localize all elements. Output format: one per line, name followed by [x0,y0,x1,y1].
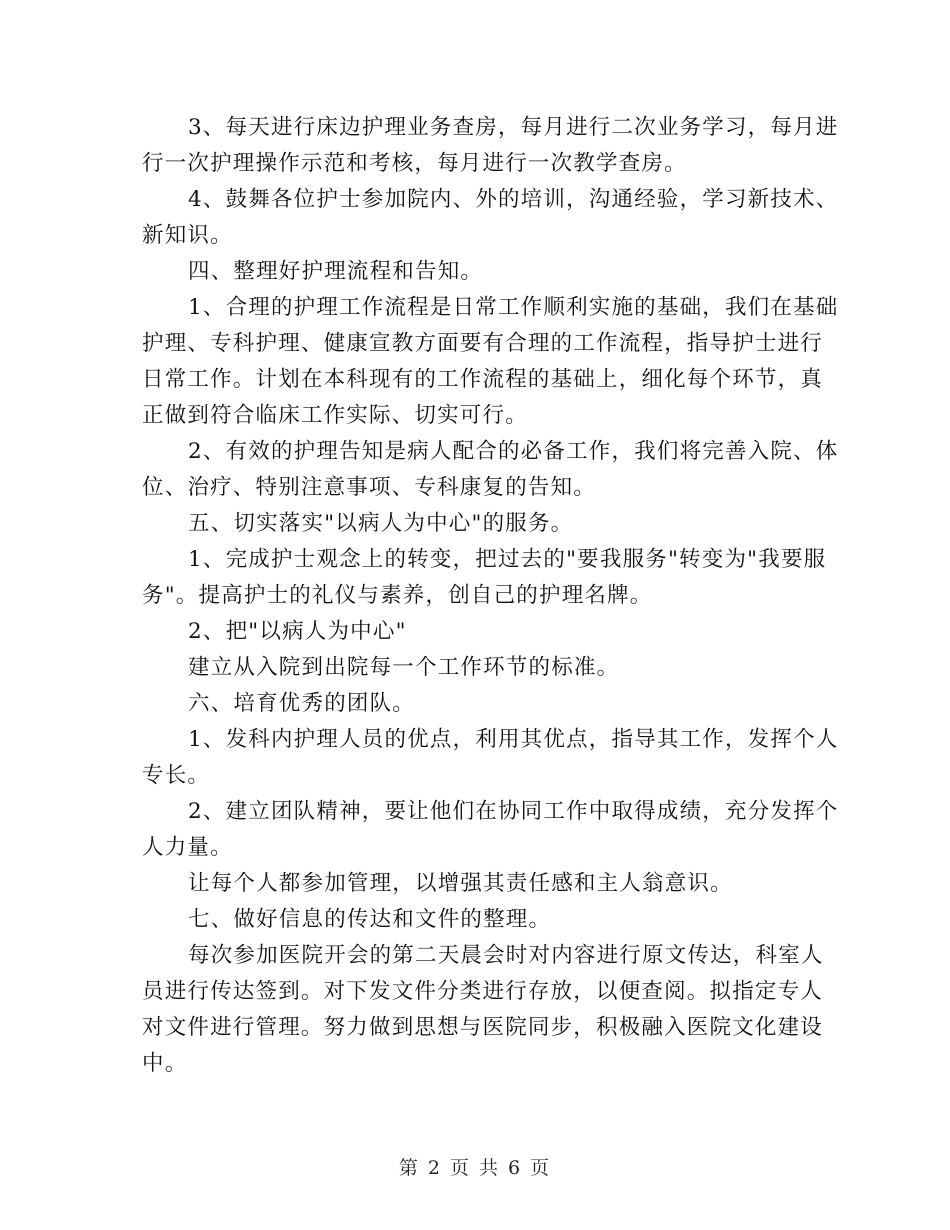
text-line: 护理、专科护理、健康宣教方面要有合理的工作流程，指导护士进行 [142,331,824,356]
text-line: 专长。 [142,763,211,788]
text-line: 中。 [142,1051,188,1076]
text-line: 1、发科内护理人员的优点，利用其优点，指导其工作，发挥个人 [188,727,839,752]
text-line: 人力量。 [142,835,233,860]
text-line: 1、合理的护理工作流程是日常工作顺利实施的基础，我们在基础 [188,295,839,320]
text-line: 建立从入院到出院每一个工作环节的标准。 [188,655,620,680]
text-line: 行一次护理操作示范和考核，每月进行一次教学查房。 [142,151,687,176]
text-line: 四、整理好护理流程和告知。 [188,259,484,284]
text-line: 五、切实落实"以病人为中心"的服务。 [188,511,574,536]
text-line: 每次参加医院开会的第二天晨会时对内容进行原文传达，科室人 [188,943,824,968]
text-line: 对文件进行管理。努力做到思想与医院同步，积极融入医院文化建设 [142,1015,824,1040]
text-line: 新知识。 [142,223,233,248]
text-line: 让每个人都参加管理，以增强其责任感和主人翁意识。 [188,871,733,896]
text-line: 1、完成护士观念上的转变，把过去的"要我服务"转变为"我要服 [188,547,827,572]
text-line: 4、鼓舞各位护士参加院内、外的培训，沟通经验，学习新技术、 [188,187,839,212]
text-line: 3、每天进行床边护理业务查房，每月进行二次业务学习，每月进 [188,115,839,140]
text-line: 务"。提高护士的礼仪与素养，创自己的护理名牌。 [142,583,653,608]
text-line: 六、培育优秀的团队。 [188,691,416,716]
text-line: 正做到符合临床工作实际、切实可行。 [142,403,528,428]
text-line: 2、把"以病人为中心" [188,619,407,644]
document-body [142,110,839,1082]
text-line: 2、建立团队精神，要让他们在协同工作中取得成绩，充分发挥个 [188,799,839,824]
text-line: 位、治疗、特别注意事项、专科康复的告知。 [142,475,597,500]
text-line: 2、有效的护理告知是病人配合的必备工作，我们将完善入院、体 [188,439,839,464]
page-number: 第 2 页 共 6 页 [398,1157,552,1179]
text-line: 七、做好信息的传达和文件的整理。 [188,907,552,932]
text-line: 员进行传达签到。对下发文件分类进行存放，以便查阅。拟指定专人 [142,979,824,1004]
text-line: 日常工作。计划在本科现有的工作流程的基础上，细化每个环节，真 [142,367,824,392]
